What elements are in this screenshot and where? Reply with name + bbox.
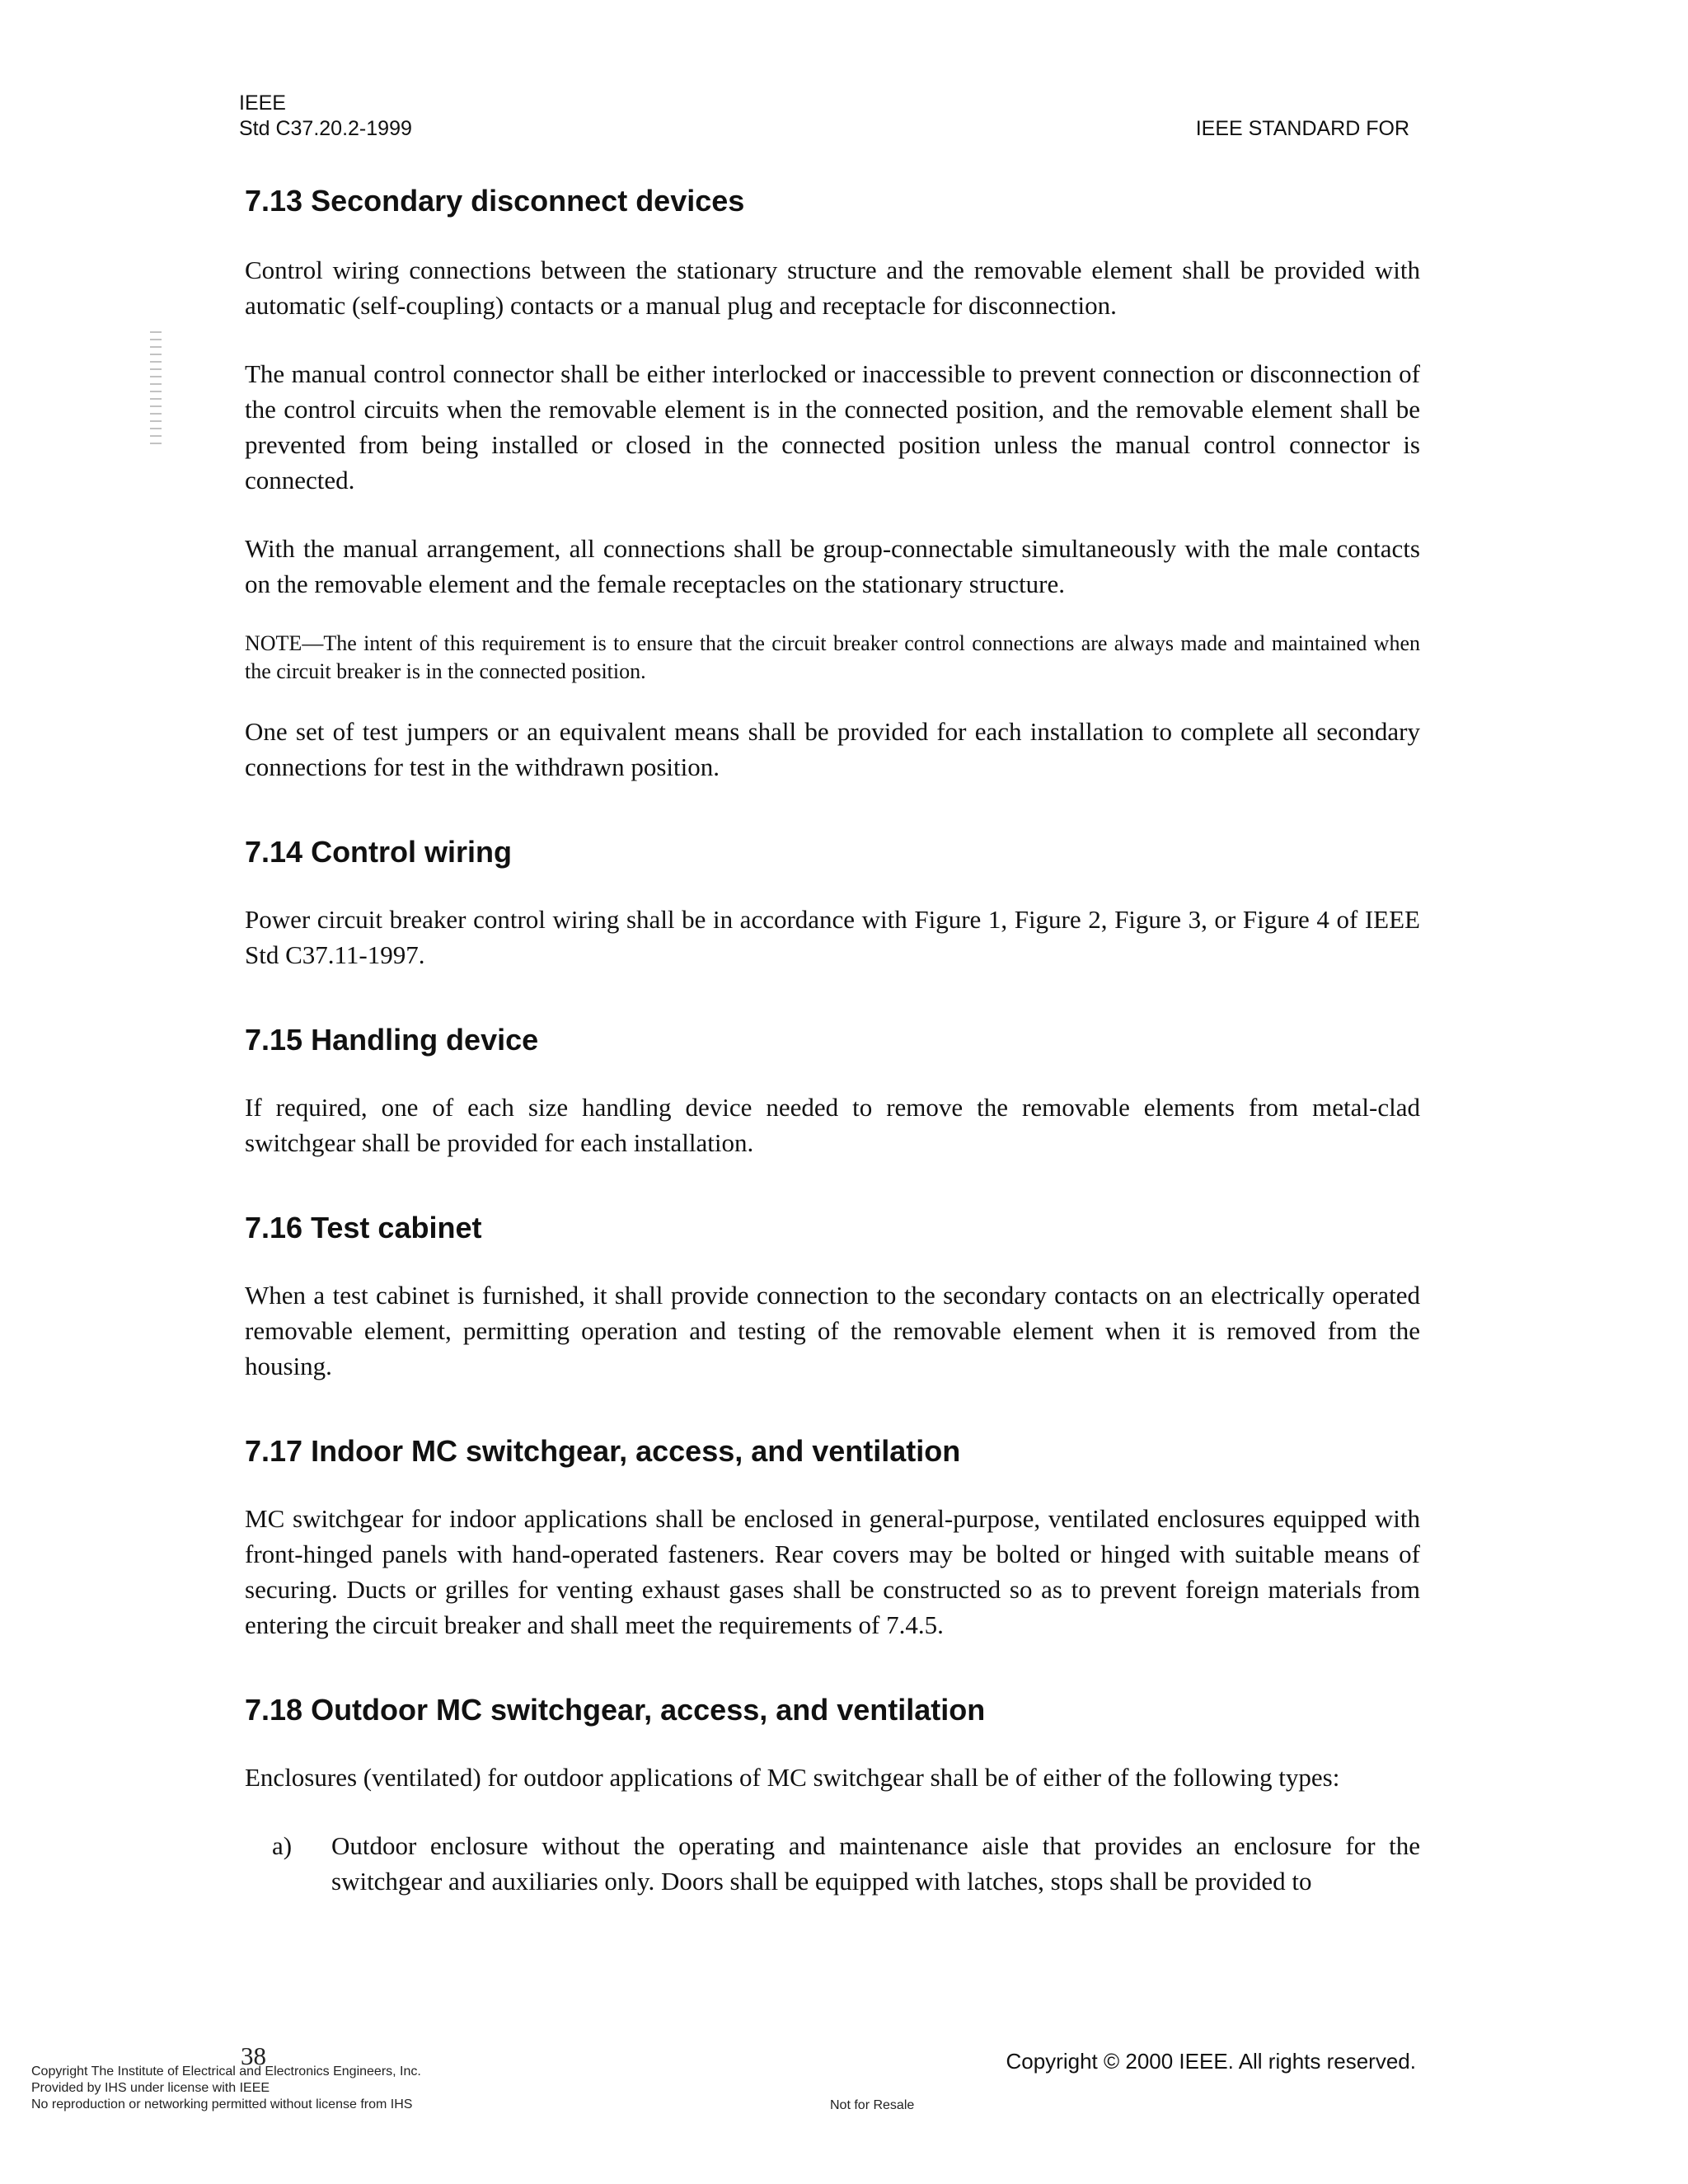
- section-heading: 7.13 Secondary disconnect devices: [245, 184, 745, 218]
- section-heading: 7.14 Control wiring: [245, 835, 513, 869]
- section-7-13: [245, 185, 1420, 785]
- margin-change-bar: [150, 331, 162, 447]
- list-item: [245, 1828, 1420, 1899]
- note: NOTE—The intent of this requirement is to ensure that the circuit breaker control connections are always made and maintained when the circuit breaker is in the connected position.: [245, 631, 1420, 683]
- paragraph: Power circuit breaker control wiring shall be in accordance with Figure 1, Figure 2, Figure 3, or Figure 4 of IEEE Std C37.11-1997.: [245, 905, 1420, 969]
- paragraph: With the manual arrangement, all connections shall be group-connectable simultaneously with the male contacts on the removable element and the female receptacles on the stationary structure.: [245, 534, 1420, 598]
- license-line: No reproduction or networking permitted without license from IHS: [31, 2097, 413, 2111]
- license-line: Copyright The Institute of Electrical and Electronics Engineers, Inc.: [31, 2064, 421, 2079]
- page-body: [245, 185, 1420, 1899]
- section-7-16: [245, 1212, 1420, 1384]
- not-for-resale-notice: Not for Resale: [830, 2098, 915, 2112]
- list-item-text: Outdoor enclosure without the operating and maintenance aisle that provides an enclosure for the switchgear and auxiliaries only. Doors shall be equipped with latches, stops shall be provided to: [331, 1831, 1420, 1896]
- paragraph: One set of test jumpers or an equivalent means shall be provided for each installation to complete all secondary connections for test in the withdrawn position.: [245, 717, 1420, 781]
- section-7-14: [245, 836, 1420, 972]
- section-7-18: [245, 1694, 1420, 1899]
- section-7-15: [245, 1024, 1420, 1160]
- license-line: Provided by IHS under license with IEEE: [31, 2081, 270, 2095]
- header-org: IEEE: [239, 91, 286, 115]
- running-header-title: IEEE STANDARD FOR: [1195, 117, 1409, 140]
- section-heading: 7.18 Outdoor MC switchgear, access, and ventilation: [245, 1693, 986, 1727]
- page-number: 38: [241, 2041, 266, 2070]
- paragraph: When a test cabinet is furnished, it shall provide connection to the secondary contacts on an electrically operated removable element, permitting operation and testing of the removable element when it is removed from the housing.: [245, 1281, 1420, 1380]
- section-heading: 7.16 Test cabinet: [245, 1211, 482, 1244]
- license-notice: [31, 2064, 421, 2113]
- running-header-left: [239, 91, 412, 142]
- paragraph: MC switchgear for indoor applications shall be enclosed in general-purpose, ventilated enclosures equipped with front-hinged panels with hand-operated fasteners. Rear covers may be bolted or hinged with suitable means of securing. Ducts or grilles for venting exhaust gases shall be constructed so as to prevent foreign materials from entering the circuit breaker and shall meet the requirements of 7.4.5.: [245, 1504, 1420, 1639]
- section-heading: 7.17 Indoor MC switchgear, access, and ventilation: [245, 1434, 961, 1468]
- paragraph: If required, one of each size handling device needed to remove the removable elements from metal-clad switchgear shall be provided for each installation.: [245, 1093, 1420, 1157]
- paragraph: Enclosures (ventilated) for outdoor applications of MC switchgear shall be of either of the following types:: [245, 1763, 1340, 1792]
- section-heading: 7.15 Handling device: [245, 1023, 539, 1057]
- footer-copyright: Copyright © 2000 IEEE. All rights reserved.: [1006, 2049, 1416, 2074]
- section-7-17: [245, 1435, 1420, 1643]
- list-marker: a): [272, 1831, 293, 1860]
- header-std-number: Std C37.20.2-1999: [239, 117, 412, 140]
- paragraph: The manual control connector shall be either interlocked or inaccessible to prevent connection or disconnection of the control circuits when the removable element is in the connected position, and the removable element shall be prevented from being installed or closed in the connected position unless the manual control connector is connected.: [245, 359, 1420, 494]
- paragraph: Control wiring connections between the stationary structure and the removable element shall be provided with automatic (self-coupling) contacts or a manual plug and receptacle for disconnection.: [245, 255, 1420, 320]
